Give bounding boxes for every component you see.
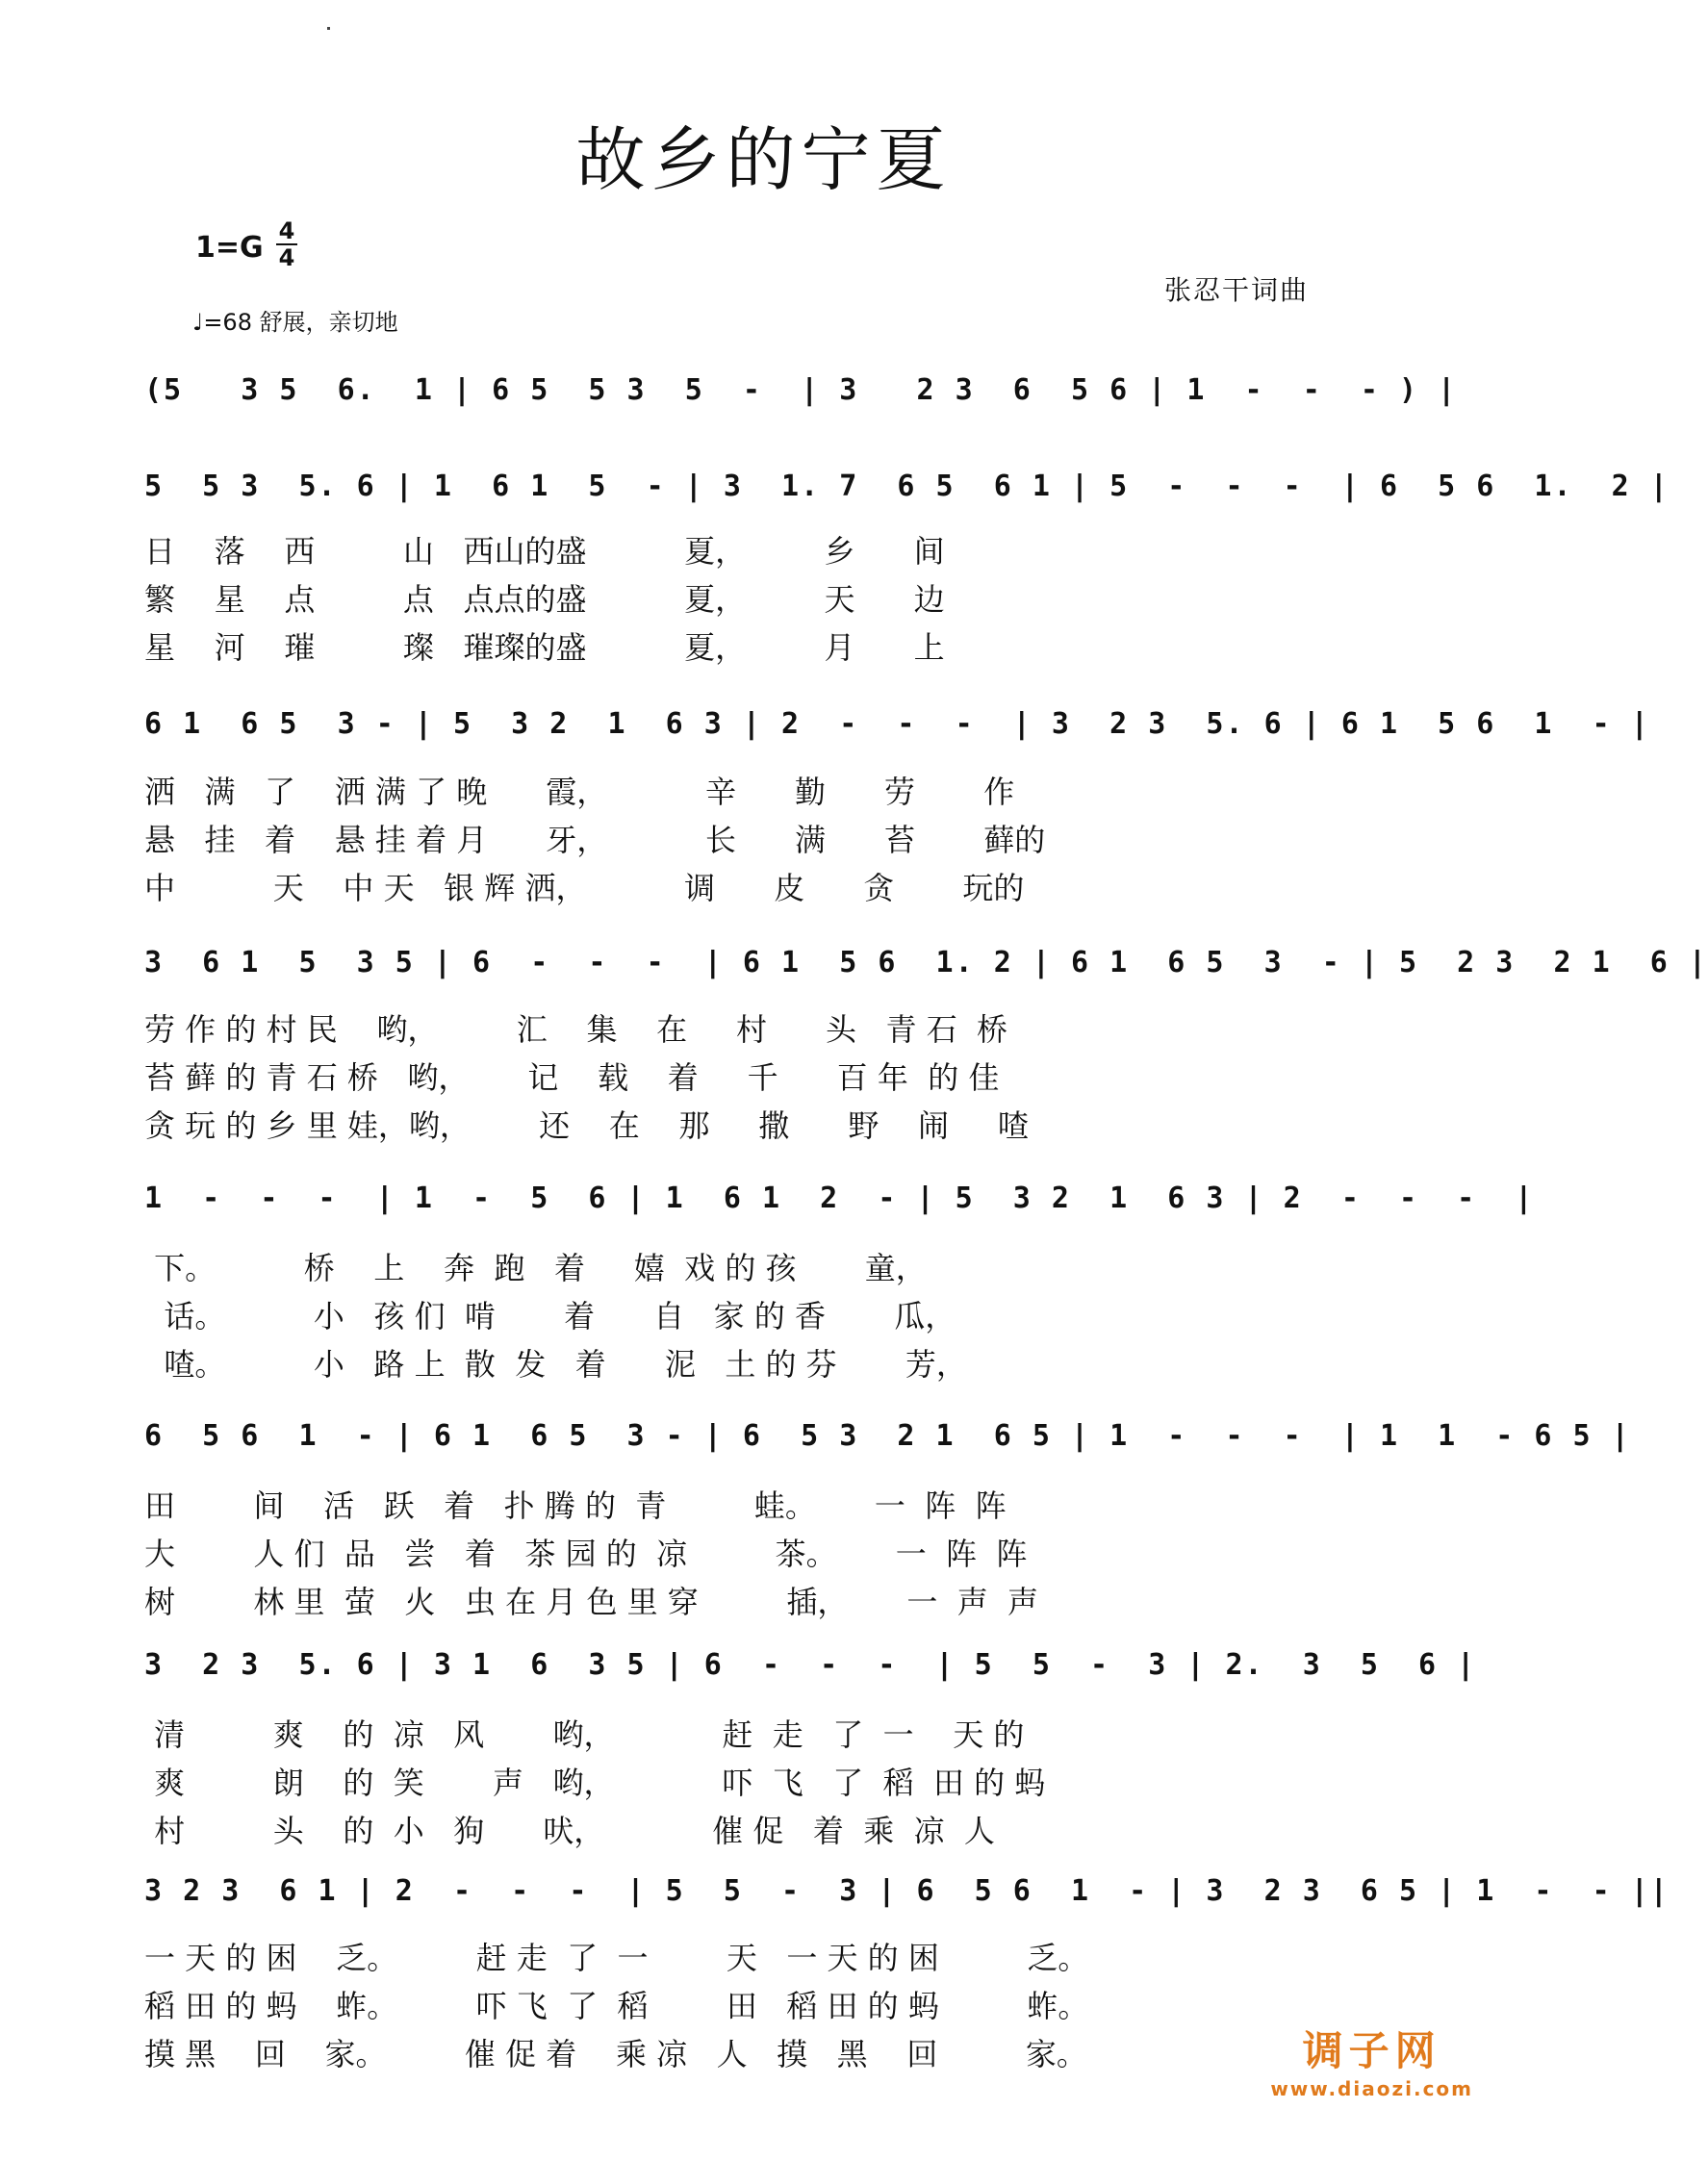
lyric-verse-3: 村 头 的 小 狗 吠， 催 促 着 乘 凉 人 xyxy=(144,1813,995,1849)
lyric-verse-1: 下。 桥 上 奔 跑 着 嬉 戏 的 孩 童， xyxy=(144,1250,927,1286)
lyric-verse-1: 一 天 的 困 乏。 赶 走 了 一 天 一 天 的 困 乏。 xyxy=(144,1940,1089,1976)
notation-line: 3 6 1 5 3 5 | 6 - - - | 6 1 5 6 1. 2 | 6 1 6 5 3 - | 5 2 3 2 1 6 | xyxy=(144,946,1708,979)
notation-line: 3 2 3 5. 6 | 3 1 6 3 5 | 6 - - - | 5 5 - 3 | 2. 3 5 6 | xyxy=(144,1648,1477,1682)
lyric-verse-3: 星 河 璀 璨 璀璨的盛 夏， 月 上 xyxy=(144,629,945,666)
time-signature-bottom: 4 xyxy=(278,244,295,271)
notation-line: 5 5 3 5. 6 | 1 6 1 5 - | 3 1. 7 6 5 6 1 | 5 - - - | 6 5 6 1. 2 | xyxy=(144,470,1670,503)
notation-line: 6 5 6 1 - | 6 1 6 5 3 - | 6 5 3 2 1 6 5 | 1 - - - | 1 1 - 6 5 | xyxy=(144,1419,1631,1453)
notation-line: 1 - - - | 1 - 5 6 | 1 6 1 2 - | 5 3 2 1 6 3 | 2 - - - | xyxy=(144,1182,1535,1215)
watermark-name: 调子网 xyxy=(1302,2027,1441,2074)
notation-line: 6 1 6 5 3 - | 5 3 2 1 6 3 | 2 - - - | 3 2 3 5. 6 | 6 1 5 6 1 - | xyxy=(144,707,1650,741)
stray-mark xyxy=(327,27,330,30)
lyric-verse-2: 爽 朗 的 笑 声 哟， 吓 飞 了 稻 田 的 蚂 xyxy=(144,1765,1046,1801)
lyric-verse-2: 繁 星 点 点 点点的盛 夏， 天 边 xyxy=(144,581,945,618)
watermark-url: www.diaozi.com xyxy=(1270,2077,1473,2100)
lyric-verse-3: 贪 玩 的 乡 里 娃，哟， 还 在 那 撒 野 闹 喳 xyxy=(144,1107,1029,1144)
notation-line: (5 3 5 6. 1 | 6 5 5 3 5 - | 3 2 3 6 5 6 | 1 - - - ) | xyxy=(144,373,1458,407)
lyric-verse-1: 日 落 西 山 西山的盛 夏， 乡 间 xyxy=(144,533,945,570)
lyric-verse-1: 田 间 活 跃 着 扑 腾 的 青 蛙。 一 阵 阵 xyxy=(144,1487,1007,1524)
lyric-verse-2: 稻 田 的 蚂 蚱。 吓 飞 了 稻 田 稻 田 的 蚂 蚱。 xyxy=(144,1988,1089,2024)
key-signature: 1=G xyxy=(195,231,264,265)
site-watermark xyxy=(1270,2020,1473,2100)
lyric-verse-3: 树 林 里 萤 火 虫 在 月 色 里 穿 插， 一 声 声 xyxy=(144,1584,1039,1620)
composer-credit: 张忍干词曲 xyxy=(1164,274,1310,306)
lyric-verse-1: 劳 作 的 村 民 哟， 汇 集 在 村 头 青 石 桥 xyxy=(144,1011,1008,1048)
lyric-verse-2: 苔 藓 的 青 石 桥 哟， 记 载 着 千 百 年 的 佳 xyxy=(144,1059,1000,1096)
lyric-verse-2: 悬 挂 着 悬 挂 着 月 牙， 长 满 苔 藓的 xyxy=(144,822,1046,858)
time-signature-top: 4 xyxy=(278,217,295,244)
lyric-verse-2: 大 人 们 品 尝 着 茶 园 的 凉 茶。 一 阵 阵 xyxy=(144,1536,1028,1572)
lyric-verse-1: 洒 满 了 洒 满 了 晚 霞， 辛 勤 劳 作 xyxy=(144,774,1015,810)
tempo-marking: ♩=68 舒展，亲切地 xyxy=(192,309,398,336)
lyric-verse-3: 喳。 小 路 上 散 发 着 泥 土 的 芬 芳， xyxy=(144,1346,967,1383)
time-signature xyxy=(276,219,297,269)
lyric-verse-2: 话。 小 孩 们 啃 着 自 家 的 香 瓜， xyxy=(144,1298,956,1334)
song-title: 故乡的宁夏 xyxy=(575,119,952,200)
notation-line: 3 2 3 6 1 | 2 - - - | 5 5 - 3 | 6 5 6 1 - | 3 2 3 6 5 | 1 - - || xyxy=(144,1874,1670,1908)
lyric-verse-3: 中 天 中 天 银 辉 洒， 调 皮 贪 玩的 xyxy=(144,870,1025,906)
lyric-verse-1: 清 爽 的 凉 风 哟， 赶 走 了 一 天 的 xyxy=(144,1716,1025,1753)
lyric-verse-3: 摸 黑 回 家。 催 促 着 乘 凉 人 摸 黑 回 家。 xyxy=(144,2036,1087,2072)
